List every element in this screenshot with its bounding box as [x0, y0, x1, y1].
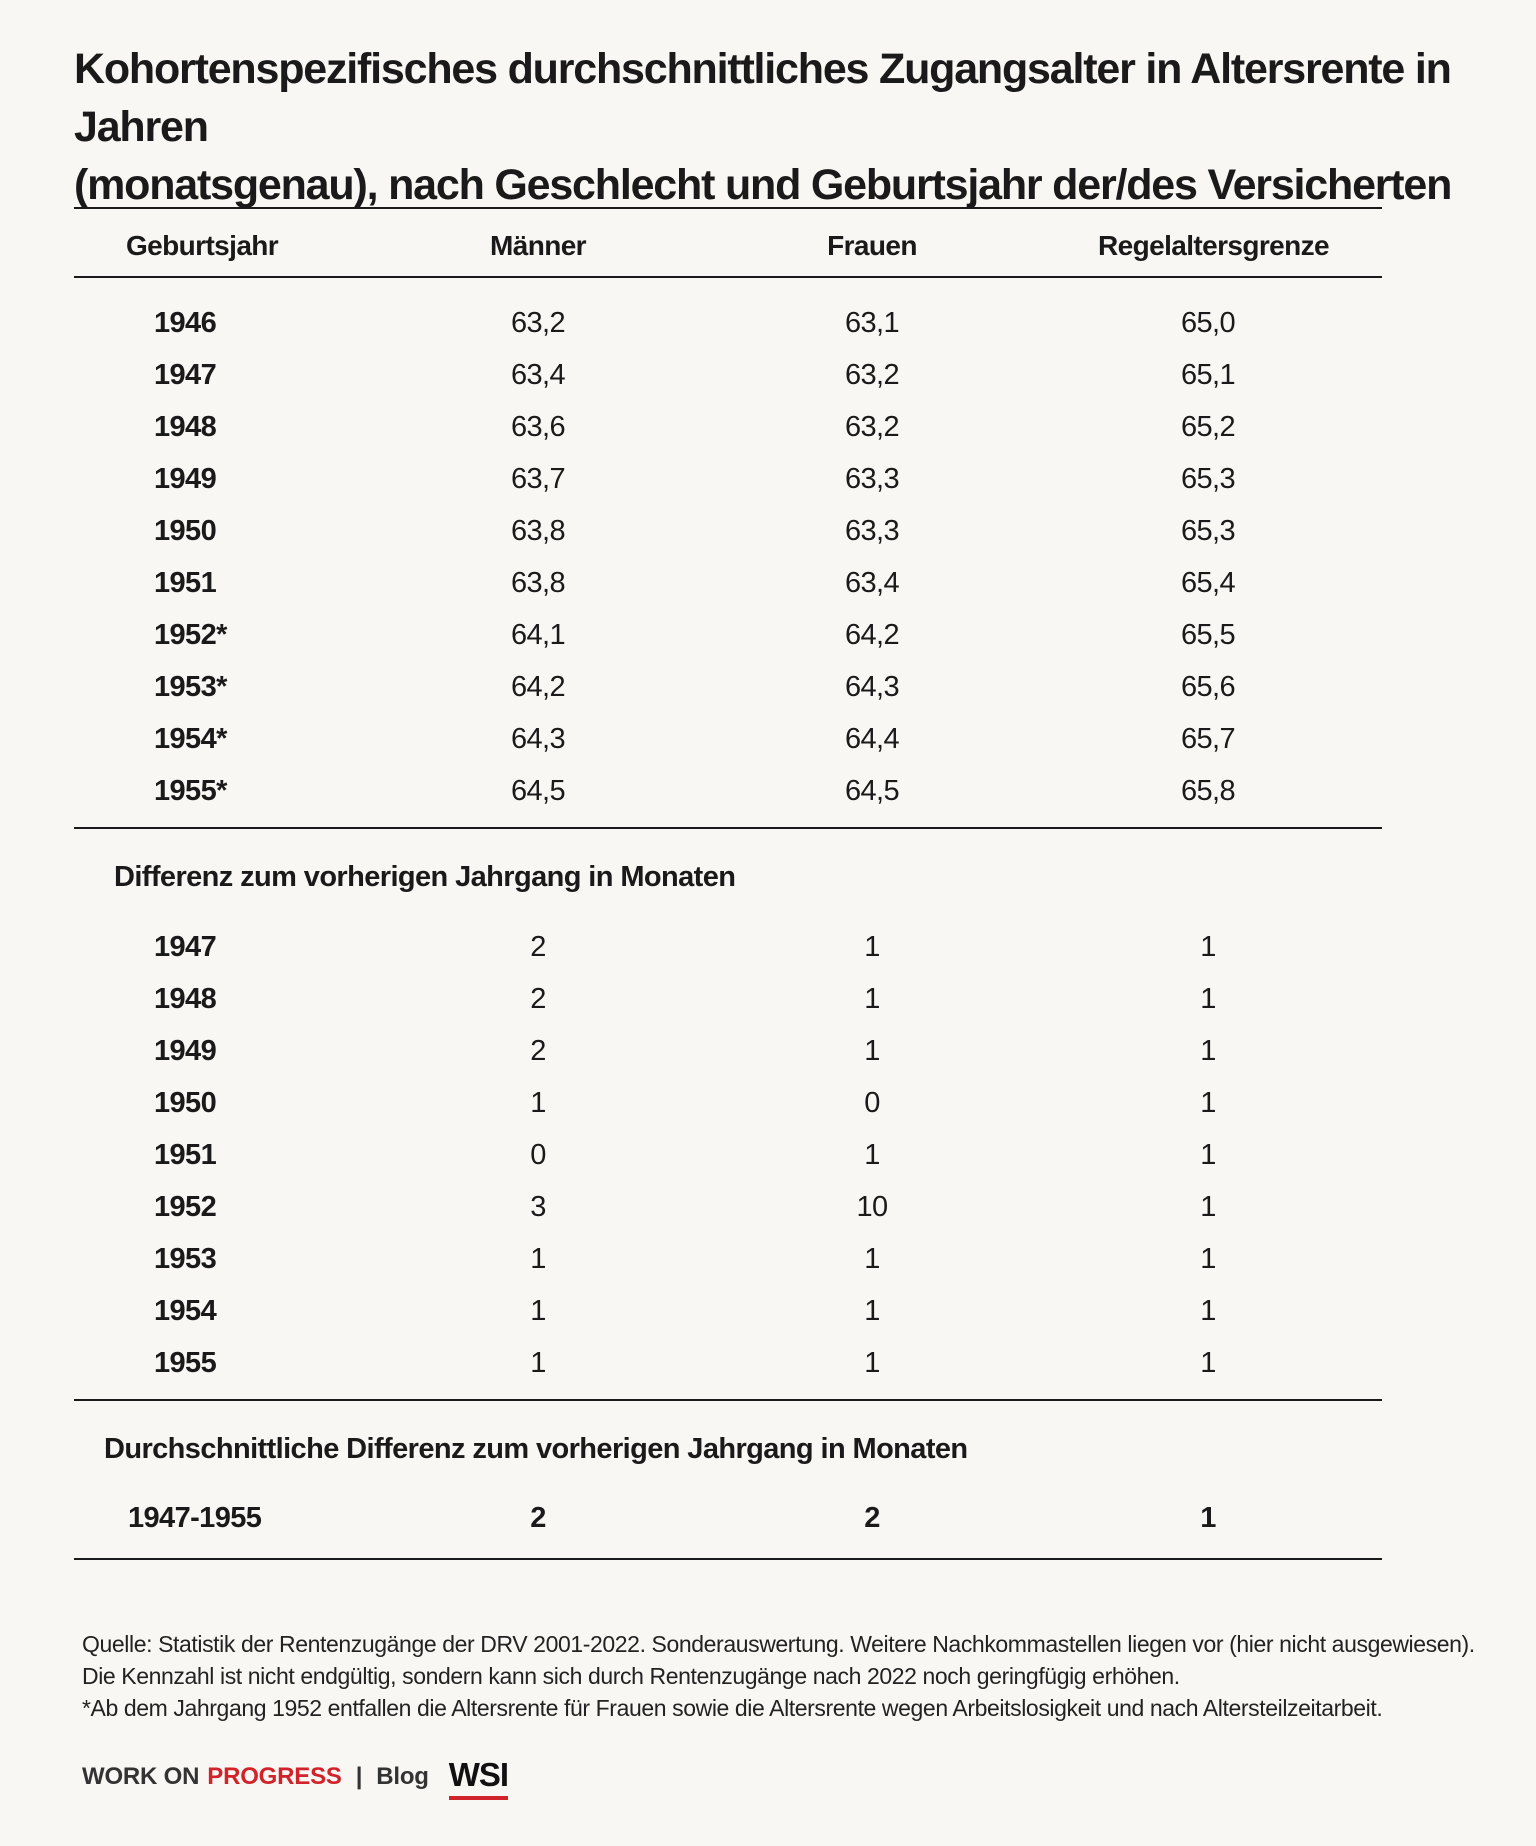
diff-row-7-maenner: 1: [530, 1295, 546, 1327]
main-row-3-frauen: 63,3: [844, 463, 900, 495]
main-row-4-year: 1950: [154, 515, 217, 547]
note-preliminary: Die Kennzahl ist nicht endgültig, sondern kann sich durch Rentenzugänge nach 2022 noch geringfügig erhöhen.: [82, 1663, 1180, 1689]
diff-row-4-year: 1951: [154, 1139, 217, 1171]
main-row-6-maenner: 64,1: [510, 619, 566, 651]
main-row-5-maenner: 63,8: [510, 567, 566, 599]
main-row-0-frauen: 63,1: [844, 307, 900, 339]
diff-row-1-frauen: 1: [864, 983, 880, 1015]
main-row-9-maenner: 64,5: [510, 775, 566, 807]
column-header-frauen: Frauen: [827, 230, 917, 261]
diff-row-6-frauen: 1: [864, 1243, 880, 1275]
main-row-4-regelaltersgrenze: 65,3: [1180, 515, 1236, 547]
diff-row-4-frauen: 1: [864, 1139, 880, 1171]
diff-section-title: Differenz zum vorherigen Jahrgang in Monaten: [114, 861, 736, 893]
column-header-geburtsjahr: Geburtsjahr: [126, 230, 279, 261]
page-title: [74, 40, 1514, 214]
diff-row-7-year: 1954: [154, 1295, 217, 1327]
main-row-2-maenner: 63,6: [510, 411, 566, 443]
diff-row-5-maenner: 3: [530, 1191, 546, 1223]
table-bottom-rule: [74, 1558, 1382, 1560]
main-row-6-year: 1952*: [154, 619, 227, 651]
header-bottom-rule: [74, 276, 1382, 278]
main-row-9-frauen: 64,5: [844, 775, 900, 807]
main-row-6-regelaltersgrenze: 65,5: [1180, 619, 1236, 651]
main-row-1-year: 1947: [154, 359, 217, 391]
main-row-5-regelaltersgrenze: 65,4: [1180, 567, 1236, 599]
diff-row-2-frauen: 1: [864, 1035, 880, 1067]
diff-row-1-maenner: 2: [530, 983, 546, 1015]
main-row-3-maenner: 63,7: [510, 463, 566, 495]
main-table-bottom-rule: [74, 827, 1382, 829]
main-row-8-regelaltersgrenze: 65,7: [1180, 723, 1236, 755]
main-row-6-frauen: 64,2: [844, 619, 900, 651]
diff-row-8-year: 1955: [154, 1347, 217, 1379]
main-row-4-maenner: 63,8: [510, 515, 566, 547]
main-row-9-year: 1955*: [154, 775, 227, 807]
diff-row-3-regelaltersgrenze: 1: [1200, 1087, 1216, 1119]
diff-row-5-year: 1952: [154, 1191, 217, 1223]
main-row-0-maenner: 63,2: [510, 307, 566, 339]
brand-separator: |: [355, 1763, 363, 1790]
diff-row-0-regelaltersgrenze: 1: [1200, 931, 1216, 963]
diff-row-7-frauen: 1: [864, 1295, 880, 1327]
avg-row-label: 1947-1955: [128, 1502, 262, 1534]
diff-row-2-year: 1949: [154, 1035, 217, 1067]
diff-row-3-maenner: 1: [530, 1087, 546, 1119]
diff-row-2-regelaltersgrenze: 1: [1200, 1035, 1216, 1067]
main-row-2-regelaltersgrenze: 65,2: [1180, 411, 1236, 443]
main-row-2-frauen: 63,2: [844, 411, 900, 443]
diff-row-1-regelaltersgrenze: 1: [1200, 983, 1216, 1015]
main-row-3-regelaltersgrenze: 65,3: [1180, 463, 1236, 495]
title-line-1: Kohortenspezifisches durchschnittliches Zugangsalter in Altersrente in Jahren: [74, 45, 1451, 151]
table-top-rule: [74, 207, 1382, 209]
main-row-8-maenner: 64,3: [510, 723, 566, 755]
diff-row-8-frauen: 1: [864, 1347, 880, 1379]
diff-table-bottom-rule: [74, 1399, 1382, 1401]
main-row-0-regelaltersgrenze: 65,0: [1180, 307, 1236, 339]
main-row-2-year: 1948: [154, 411, 217, 443]
source-notes: [82, 1628, 1502, 1724]
main-row-1-regelaltersgrenze: 65,1: [1180, 359, 1236, 391]
diff-row-3-frauen: 0: [864, 1087, 880, 1119]
brand-progress: PROGRESS: [207, 1763, 342, 1790]
diff-row-0-maenner: 2: [530, 931, 546, 963]
main-row-8-year: 1954*: [154, 723, 227, 755]
diff-row-1-year: 1948: [154, 983, 217, 1015]
footer-branding: [82, 1756, 508, 1798]
diff-row-0-year: 1947: [154, 931, 217, 963]
main-row-7-frauen: 64,3: [844, 671, 900, 703]
diff-row-4-maenner: 0: [530, 1139, 546, 1171]
main-row-5-frauen: 63,4: [844, 567, 900, 599]
avg-row-regelaltersgrenze: 1: [1200, 1502, 1216, 1534]
brand-blog: Blog: [376, 1763, 429, 1790]
main-row-3-year: 1949: [154, 463, 217, 495]
column-header-maenner: Männer: [490, 230, 586, 261]
diff-row-7-regelaltersgrenze: 1: [1200, 1295, 1216, 1327]
diff-row-5-frauen: 10: [856, 1191, 888, 1223]
brand-work-on: WORK ON: [82, 1763, 200, 1790]
main-row-8-frauen: 64,4: [844, 723, 900, 755]
avg-row-maenner: 2: [530, 1502, 546, 1534]
diff-row-6-year: 1953: [154, 1243, 217, 1275]
diff-row-4-regelaltersgrenze: 1: [1200, 1139, 1216, 1171]
note-source: Quelle: Statistik der Rentenzugänge der DRV 2001-2022. Sonderauswertung. Weitere Nachkommastellen liegen vor (hier nicht ausgewiesen).: [82, 1631, 1475, 1657]
diff-row-8-maenner: 1: [530, 1347, 546, 1379]
diff-row-5-regelaltersgrenze: 1: [1200, 1191, 1216, 1223]
title-line-2: (monatsgenau), nach Geschlecht und Geburtsjahr der/des Versicherten: [74, 161, 1452, 209]
diff-row-0-frauen: 1: [864, 931, 880, 963]
main-row-7-year: 1953*: [154, 671, 227, 703]
wsi-logo: WSI: [449, 1756, 508, 1798]
diff-row-6-regelaltersgrenze: 1: [1200, 1243, 1216, 1275]
main-row-4-frauen: 63,3: [844, 515, 900, 547]
note-footnote: *Ab dem Jahrgang 1952 entfallen die Altersrente für Frauen sowie die Altersrente wegen Arbeitslosigkeit und nach Altersteilzeitarbeit.: [82, 1695, 1383, 1721]
diff-row-8-regelaltersgrenze: 1: [1200, 1347, 1216, 1379]
main-row-1-maenner: 63,4: [510, 359, 566, 391]
main-row-9-regelaltersgrenze: 65,8: [1180, 775, 1236, 807]
main-row-7-maenner: 64,2: [510, 671, 566, 703]
main-row-0-year: 1946: [154, 307, 217, 339]
avg-row-frauen: 2: [864, 1502, 880, 1534]
main-row-1-frauen: 63,2: [844, 359, 900, 391]
diff-row-6-maenner: 1: [530, 1243, 546, 1275]
column-header-regelaltersgrenze: Regelaltersgrenze: [1098, 230, 1330, 261]
avg-section-title: Durchschnittliche Differenz zum vorherigen Jahrgang in Monaten: [104, 1433, 968, 1465]
diff-row-2-maenner: 2: [530, 1035, 546, 1067]
diff-row-3-year: 1950: [154, 1087, 217, 1119]
main-row-7-regelaltersgrenze: 65,6: [1180, 671, 1236, 703]
main-row-5-year: 1951: [154, 567, 217, 599]
